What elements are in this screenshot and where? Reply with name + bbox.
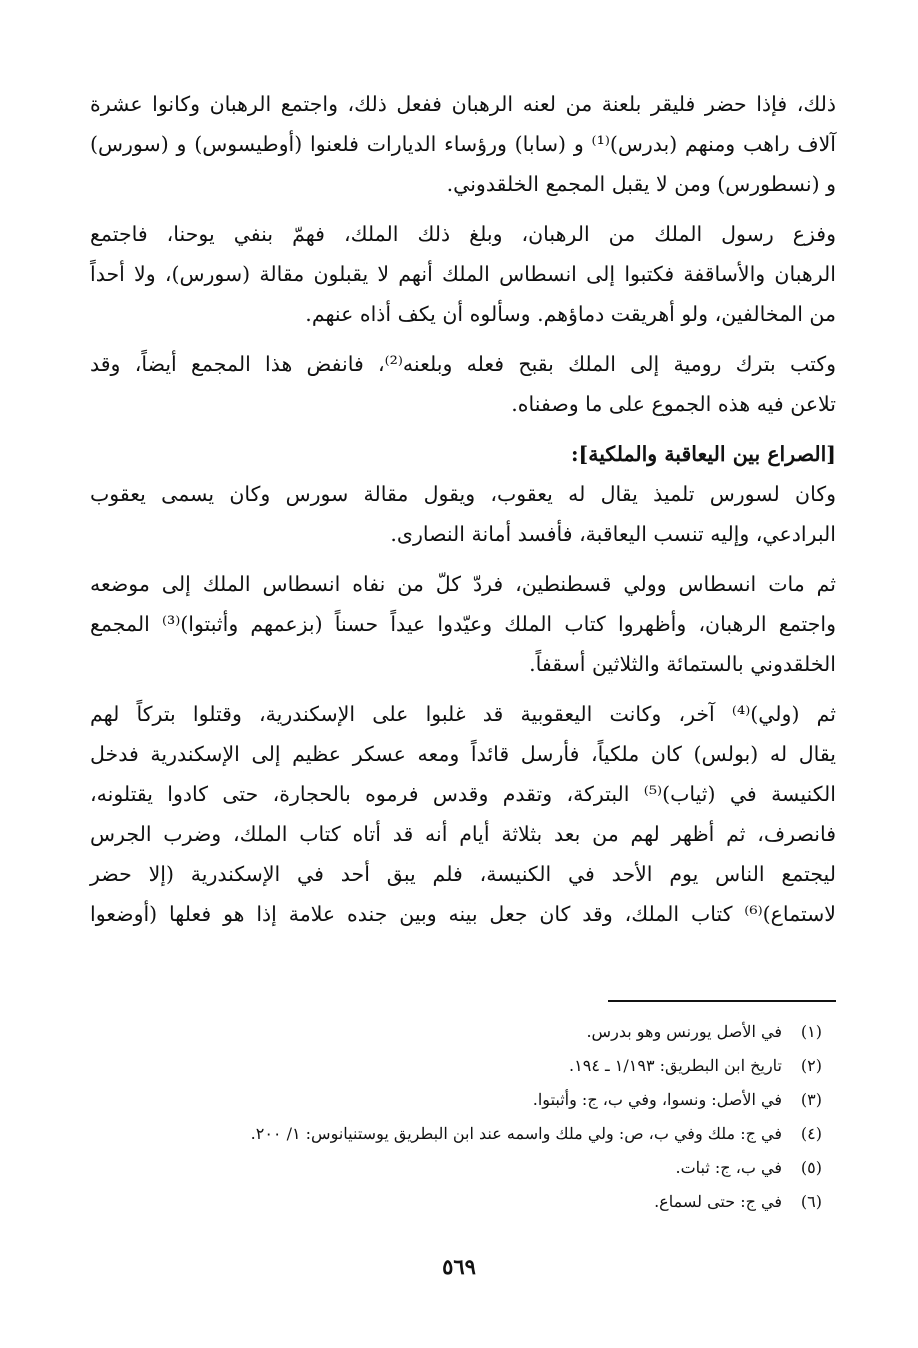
footnote-text: في الأصل يورنس وهو بدرس.: [586, 1022, 782, 1041]
footnote-divider: [608, 1000, 836, 1002]
footnote-text: تاريخ ابن البطريق: ١/١٩٣ ـ ١٩٤.: [569, 1056, 782, 1075]
text-line: ليجتمع الناس يوم الأحد في الكنيسة، فلم يبق أحد في الإسكندرية (إلا حضر: [90, 862, 836, 886]
footnotes: [90, 1015, 822, 1219]
section-heading: [الصراع بين اليعاقبة والملكية]:: [570, 442, 836, 466]
paragraph: [90, 214, 836, 334]
footnote-number: (٥): [800, 1158, 822, 1177]
page-number: ٥٦٩: [442, 1254, 476, 1279]
footnote-number: (٦): [800, 1192, 822, 1211]
footnote-text: في ج: حتى لسماع.: [654, 1192, 782, 1211]
main-text: [90, 84, 836, 944]
text-line: من المخالفين، ولو أهريقت دماؤهم. وسألوه أن يكف أذاه عنهم.: [305, 302, 836, 326]
text-line: آلاف راهب ومنهم (بدرس)⁽¹⁾ و (سابا) ورؤساء الديارات فلعنوا (أوطيسوس) و (سورس): [90, 132, 836, 156]
paragraph: [90, 474, 836, 554]
footnote-text: في ب، ج: ثبات.: [675, 1158, 782, 1177]
footnote: [90, 1185, 822, 1219]
text-line: الكنيسة في (ثياب)⁽⁵⁾ البتركة، وتقدم وقدس فرموه بالحجارة، حتى كادوا يقتلونه،: [90, 782, 836, 806]
text-line: واجتمع الرهبان، وأظهروا كتاب الملك وعيّدوا عيداً حسناً (بزعمهم وأثبتوا)⁽³⁾ المجمع: [90, 612, 837, 636]
text-line: ذلك، فإذا حضر فليقر بلعنة من لعنه الرهبان ففعل ذلك، واجتمع الرهبان وكانوا عشرة: [90, 92, 836, 116]
footnote-number: (١): [800, 1022, 822, 1041]
paragraph: [90, 344, 836, 424]
text-line: يقال له (بولس) كان ملكياً، فأرسل قائداً ومعه عسكر عظيم إلى الإسكندرية فدخل: [90, 742, 836, 766]
footnote: [90, 1151, 822, 1185]
text-line: الخلقدوني بالستمائة والثلاثين أسقفاً.: [529, 652, 836, 676]
text-line: فانصرف، ثم أظهر لهم من بعد بثلاثة أيام أنه قد أتاه كتاب الملك، وضرب الجرس: [90, 822, 836, 846]
text-line: تلاعن فيه هذه الجموع على ما وصفناه.: [511, 392, 836, 416]
text-line: ثم مات انسطاس وولي قسطنطين، فردّ كلّ من نفاه انسطاس الملك إلى موضعه: [90, 572, 836, 596]
text-line: لاستماع)⁽⁶⁾ كتاب الملك، وقد كان جعل بينه وبين جنده علامة إذا هو فعلها (أوضعوا: [90, 902, 836, 926]
footnote-number: (٣): [800, 1090, 822, 1109]
footnote: [90, 1015, 822, 1049]
text-line: وكتب بترك رومية إلى الملك بقبح فعله وبلعنه⁽²⁾، فانفض هذا المجمع أيضاً، وقد: [90, 352, 836, 376]
text-line: الرهبان والأساقفة فكتبوا إلى انسطاس الملك أنهم لا يقبلون مقالة (سورس)، ولا أحداً: [90, 262, 836, 286]
footnote-number: (٤): [800, 1124, 822, 1143]
footnote: [90, 1049, 822, 1083]
text-line: البرادعي، وإليه تنسب اليعاقبة، فأفسد أمانة النصارى.: [390, 522, 836, 546]
text-line: وكان لسورس تلميذ يقال له يعقوب، ويقول مقالة سورس وكان يسمى يعقوب: [90, 482, 836, 506]
footnote: [90, 1083, 822, 1117]
footnote-text: في ج: ملك وفي ب، ص: ولي ملك واسمه عند ابن البطريق يوستنيانوس: ١/ ٢٠٠.: [250, 1124, 782, 1143]
footnote-number: (٢): [800, 1056, 822, 1075]
footnote: [90, 1117, 822, 1151]
text-line: ثم (ولي)⁽⁴⁾ آخر، وكانت اليعقوبية قد غلبوا على الإسكندرية، وقتلوا بتركاً لهم: [90, 702, 836, 726]
text-line: وفزع رسول الملك من الرهبان، وبلغ ذلك الملك، فهمّ بنفي يوحنا، فاجتمع: [90, 222, 836, 246]
text-line: و (نسطورس) ومن لا يقبل المجمع الخلقدوني.: [446, 172, 836, 196]
paragraph: [90, 564, 836, 684]
paragraph: [90, 694, 836, 934]
footnote-text: في الأصل: ونسوا، وفي ب، ج: وأثبتوا.: [532, 1090, 782, 1109]
paragraph: [90, 84, 836, 204]
